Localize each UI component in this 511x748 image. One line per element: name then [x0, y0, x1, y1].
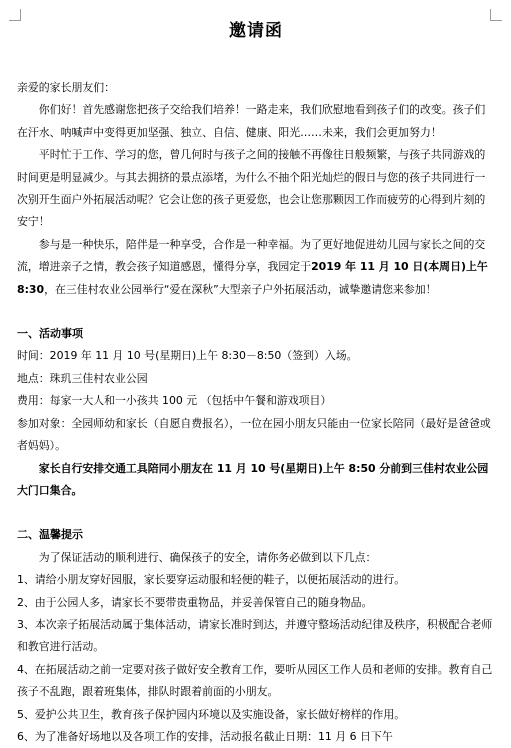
event-date: 2019 年 11 月 10 日(本周日)上午 8:30 — [17, 260, 488, 296]
invitation-paragraph — [17, 234, 495, 301]
intro-paragraph-2: 平时忙于工作、学习的您，曾几何时与孩子之间的接触不再像往日般频繁，与孩子共同游戏的时间更是明显减少。与其去拥挤的景点添堵，为什么不抽个阳光灿烂的假日与您的孩子共同进行一次别开生面户外拓展活动呢？它会让您的孩子更爱您，也会让您那颗因工作而疲劳的心得到片刻的安宁！ — [17, 148, 486, 229]
tip-item-4: 4、在拓展活动之前一定要对孩子做好安全教育工作，要听从园区工作人员和老师的安排。教育自己孩子不乱跑，跟着班集体，排队时跟着前面的小朋友。 — [17, 662, 493, 699]
tips-intro: 为了保证活动的顺利进行、确保孩子的安全，请你务必做到以下几点： — [38, 550, 377, 564]
document-page — [17, 16, 495, 748]
spacer — [17, 301, 495, 323]
tip-item-5: 5、爱护公共卫生，教育孩子保护园内环境以及实施设备，家长做好榜样的作用。 — [17, 707, 406, 721]
document-title: 邀请函 — [229, 21, 283, 41]
tip-item-3: 3、本次亲子拓展活动属于集体活动，请家长准时到达，并遵守整场活动纪律及秩序，积极配合老师和教官进行活动。 — [17, 617, 493, 654]
activity-time: 时间：2019 年 11 月 10 号(星期日)上午 8:30－8:50（签到）入场。 — [17, 349, 358, 363]
assembly-notice: 家长自行安排交通工具陪同小朋友在 11 月 10 号(星期日)上午 8:50 分前到三佳村农业公园大门口集合。 — [17, 461, 489, 497]
section2-heading: 二、温馨提示 — [17, 528, 83, 542]
activity-fee: 费用：每家一大人和一小孩共 100 元 （包括中午餐和游戏项目） — [17, 394, 332, 408]
tip-item-1: 1、请给小朋友穿好园服，家长要穿运动服和轻便的鞋子，以便拓展活动的进行。 — [17, 573, 406, 587]
activity-participants: 参加对象：全园师幼和家长（自愿自费报名），一位在园小朋友只能由一位家长陪同（最好是爸爸或者妈妈）。 — [17, 416, 491, 453]
spacer — [17, 502, 495, 524]
invitation-text-b: ，在三佳村农业公园举行“爱在深秋”大型亲子户外拓展活动，诚挚邀请您来参加！ — [44, 282, 437, 296]
tip-item-2: 2、由于公园人多，请家长不要带贵重物品，并妥善保管自己的随身物品。 — [17, 595, 373, 609]
greeting: 亲爱的家长朋友们： — [17, 81, 116, 94]
invitation-text-a: 参与是一种快乐，陪伴是一种享受，合作是一种幸福。为了更好地促进幼儿园与家长之间的交流，增进亲子之情，教会孩子知道感恩，懂得分享，我园定于 — [17, 237, 486, 274]
section1-heading: 一、活动事项 — [17, 327, 83, 341]
intro-paragraph-1: 你们好！首先感谢您把孩子交给我们培养！一路走来，我们欣慰地看到孩子们的改变。孩子们在汗水、呐喊声中变得更加坚强、独立、自信、健康、阳光……未来，我们会更加努力！ — [17, 103, 486, 139]
activity-location: 地点：珠玑三佳村农业公园 — [17, 371, 148, 385]
tip-item-6: 6、为了准备好场地以及各项工作的安排，活动报名截止日期：11 月 6 日下午 — [17, 729, 393, 743]
